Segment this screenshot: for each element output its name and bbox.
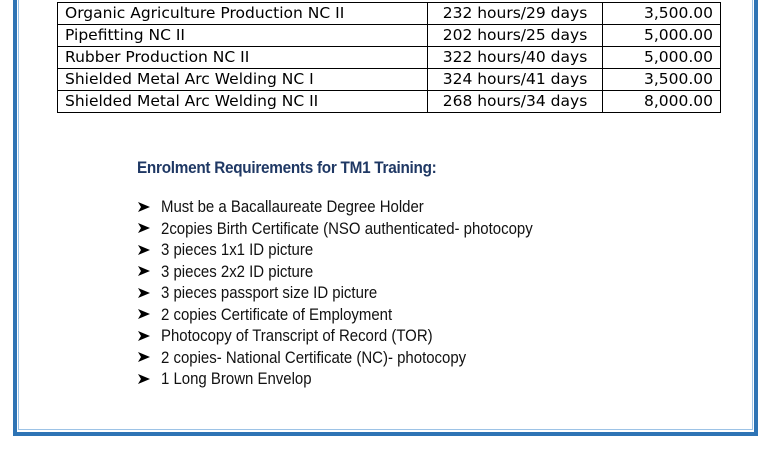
arrow-bullet-icon [137,308,161,320]
fee-cell: 8,000.00 [603,91,721,113]
requirement-text: Photocopy of Transcript of Record (TOR) [161,326,433,345]
list-item [137,261,583,283]
arrow-bullet-icon [137,373,161,385]
duration-cell: 268 hours/34 days [428,91,603,113]
fee-cell: 3,500.00 [603,3,721,25]
list-item [137,282,583,304]
duration-cell: 202 hours/25 days [428,25,603,47]
fee-cell: 5,000.00 [603,47,721,69]
requirement-text: 2 copies- National Certificate (NC)- photocopy [161,347,467,367]
arrow-bullet-icon [137,265,161,277]
list-item [137,304,583,326]
table-row [58,47,721,69]
course-cell: Shielded Metal Arc Welding NC II [58,91,428,113]
table-row [58,25,721,47]
courses-table [57,2,721,113]
requirement-text: 3 pieces passport size ID picture [161,283,378,302]
arrow-bullet-icon [137,351,161,363]
requirement-text: 2 copies Certificate of Employment [161,304,393,324]
requirements-title: Enrolment Requirements for TM1 Training: [137,158,437,177]
arrow-bullet-icon [137,330,161,342]
requirement-text: 3 pieces 2x2 ID picture [161,261,314,281]
requirement-text: 1 Long Brown Envelop [161,369,312,388]
table-row [58,3,721,25]
list-item [137,325,583,347]
fee-cell: 5,000.00 [603,25,721,47]
duration-cell: 232 hours/29 days [428,3,603,25]
requirement-text: Must be a Bacallaureate Degree Holder [161,197,424,216]
course-cell: Rubber Production NC II [58,47,428,69]
arrow-bullet-icon [137,244,161,256]
requirement-text: 2copies Birth Certificate (NSO authenticated- photocopy [161,218,533,238]
arrow-bullet-icon [137,222,161,234]
fee-cell: 3,500.00 [603,69,721,91]
table-row [58,91,721,113]
requirements-list [137,196,583,390]
table-row [58,69,721,91]
arrow-bullet-icon [137,287,161,299]
list-item [137,239,583,261]
course-cell: Pipefitting NC II [58,25,428,47]
list-item [137,196,583,218]
list-item [137,347,583,369]
requirement-text: 3 pieces 1x1 ID picture [161,240,314,259]
duration-cell: 324 hours/41 days [428,69,603,91]
course-cell: Shielded Metal Arc Welding NC I [58,69,428,91]
list-item [137,368,583,390]
arrow-bullet-icon [137,201,161,213]
course-cell: Organic Agriculture Production NC II [58,3,428,25]
duration-cell: 322 hours/40 days [428,47,603,69]
list-item [137,218,583,240]
